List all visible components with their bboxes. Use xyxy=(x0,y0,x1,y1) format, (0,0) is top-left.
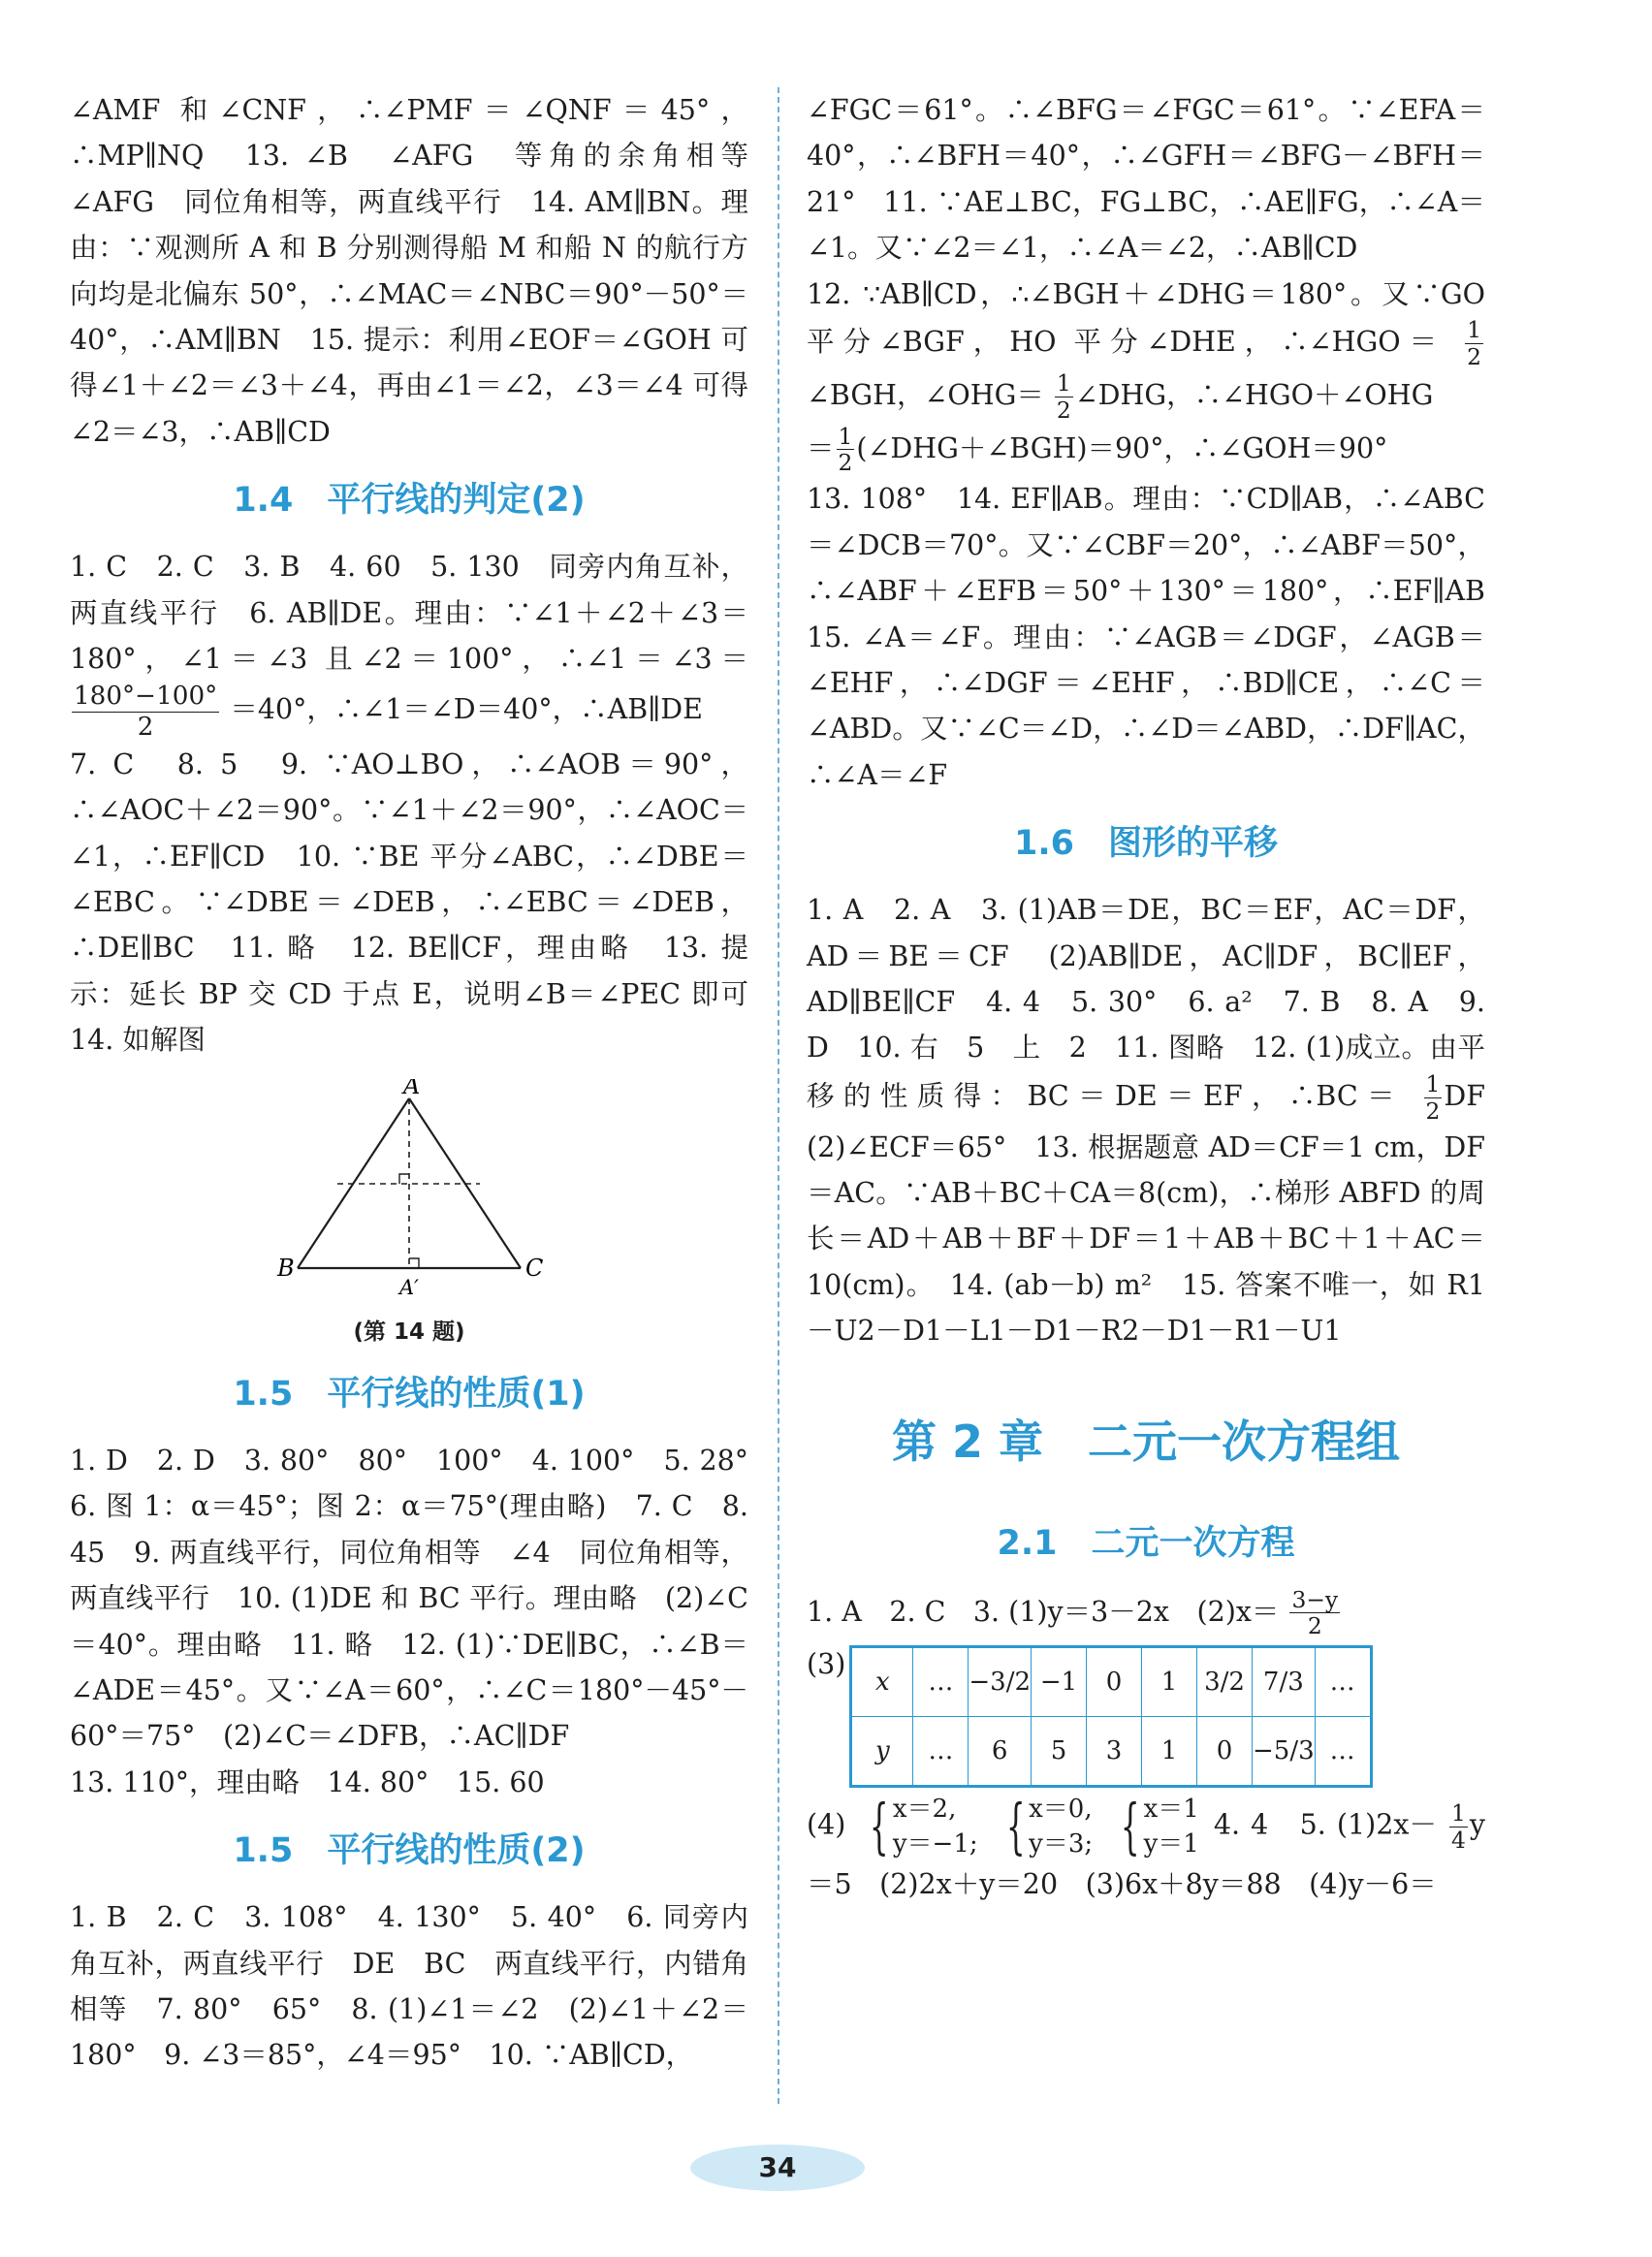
section-heading-1-4-2: 1.4 平行线的判定(2) xyxy=(233,481,586,521)
table-cell: 7/3 xyxy=(1253,1647,1316,1717)
fraction-half: $\frac{1}{2}$ xyxy=(1425,1069,1441,1125)
table-cell: 0 xyxy=(1197,1717,1253,1787)
answer-paragraph: ∠FGC＝61°。∴∠BFG＝∠FGC＝61°。∵∠EFA＝40°，∴∠BFH＝40°，∴∠GFH＝∠BFG－∠BFH＝21° 11. ∵AE⊥BC，FG⊥BC，∴AE∥FG，∴∠A＝∠1。又∵∠2＝∠1，∴∠A＝∠2，∴AB∥CD xyxy=(807,94,1485,265)
table-cell: 1 xyxy=(1142,1717,1197,1787)
answer-paragraph: 1. A 2. A 3. (1)AB＝DE，BC＝EF，AC＝DF，AD＝BE＝CF (2)AB∥DE，AC∥DF，BC∥EF，AD∥BE∥CF 4. 4 5. 30° 6. a² 7. B 8. A 9. D 10. 右 5 上 2 11. 图略 12. (1)成立。由平移的性质得：BC＝DE＝EF，∴BC＝ $\frac{1}{2}$ DF (2)∠ECF＝65° 13. 根据题意 AD＝CF＝1 cm，DF＝AC。∵AB＋BC＋CA＝8(cm)，∴梯形 ABFD 的周长＝AD＋AB＋BF＋DF＝1＋AB＋BC＋1＋AC＝10(cm)。 14. (ab－b) m² 15. 答案不唯一，如 R1－U2－D1－L1－D1－R2－D1－R1－U1 xyxy=(807,894,1513,1348)
fraction: $\frac{180^\circ-100^\circ}{2}$ xyxy=(74,682,218,742)
answer-paragraph: ∠AMF 和∠CNF，∴∠PMF＝∠QNF＝45°，∴MP∥NQ 13. ∠B ∠AFG 等角的余角相等 ∠AFG 同位角相等，两直线平行 14. AM∥BN。理由：∵观测所 A 和 B 分别测得船 M 和船 N 的航行方向均是北偏东 50°，∴∠MAC＝∠NBC＝90°－50°＝40°，∴AM∥BN 15. 提示：利用∠EOF＝∠GOH 可得∠1＋∠2＝∠3＋∠4，再由∠1＝∠2，∠3＝∠4 可得∠2＝∠3，∴AB∥CD xyxy=(70,94,777,448)
fraction-half: $\frac{1}{2}$ xyxy=(1467,316,1481,370)
table-cell: −5/3 xyxy=(1253,1717,1316,1787)
triangle-diagram xyxy=(273,1079,545,1302)
equation-system: { x＝2, y＝−1; xyxy=(870,1791,978,1862)
value-table-block xyxy=(807,1645,1485,1788)
table-cell: … xyxy=(913,1647,969,1717)
table-cell: −3/2 xyxy=(969,1647,1032,1717)
answer-paragraph: 7. C 8. 5 9. ∵AO⊥BO，∴∠AOB＝90°，∴∠AOC＋∠2＝90°。∵∠1＋∠2＝90°，∴∠AOC＝∠1，∴EF∥CD 10. ∵BE 平分∠ABC，∴∠DBE＝∠EBC。∵∠DBE＝∠DEB，∴∠EBC＝∠DEB，∴DE∥BC 11. 略 12. BE∥CF，理由略 13. 提示：延长 BP 交 CD 于点 E，说明∠B＝∠PEC 即可 14. 如解图 xyxy=(70,747,777,1057)
section-heading-1-6: 1.6 图形的平移 xyxy=(1013,824,1278,864)
answer-paragraph: 1. A 2. C 3. (1)y＝3－2x (2)x＝ $\frac{3-y}{2}$ xyxy=(807,1585,1339,1640)
table-label: (3) xyxy=(807,1648,846,1681)
column-divider xyxy=(778,87,779,2104)
table-cell: 3/2 xyxy=(1197,1647,1253,1717)
table-cell: … xyxy=(913,1717,969,1787)
table-cell: y xyxy=(851,1717,913,1787)
fraction-half: $\frac{1}{2}$ xyxy=(1056,368,1071,424)
table-cell: 5 xyxy=(1032,1717,1087,1787)
equation-system: { x＝0, y＝3; xyxy=(1005,1791,1094,1862)
figure-caption: (第 14 题) xyxy=(353,1319,465,1345)
triangle-figure xyxy=(70,1079,748,1349)
value-table xyxy=(849,1645,1372,1788)
label-a-prime: A′ xyxy=(399,1275,419,1299)
answer-paragraph: 1. C 2. C 3. B 4. 60 5. 130 同旁内角互补，两直线平行 6. AB∥DE。理由：∵∠1＋∠2＋∠3＝180°，∠1＝∠3 且∠2＝100°，∴∠1＝∠3＝ $\frac{180^\circ-100^\circ}{2}$ ＝40°，∴∠1＝∠D＝40°，∴AB∥DE xyxy=(70,551,748,742)
answer-paragraph: 13. 110°，理由略 14. 80° 15. 60 xyxy=(70,1765,545,1798)
table-cell: 6 xyxy=(969,1717,1032,1787)
section-heading-1-5-1: 1.5 平行线的性质(1) xyxy=(233,1375,586,1414)
table-cell: 1 xyxy=(1142,1647,1197,1717)
right-column xyxy=(807,87,1513,1908)
answer-paragraph: 12. ∵AB∥CD，∴∠BGH＋∠DHG＝180°。又∵GO 平分∠BGF，HO 平分∠DHE，∴∠HGO＝ $\frac{1}{2}$ ∠BGH，∠OHG＝ $\frac{1}{2}$ ∠DHG，∴∠HGO＋∠OHG ＝ $\frac{1}{2}$ (∠DHG＋∠BGH)＝90°，∴∠GOH＝90° xyxy=(807,277,1485,477)
table-cell: x xyxy=(851,1647,913,1717)
answer-paragraph: 1. B 2. C 3. 108° 4. 130° 5. 40° 6. 同旁内角互补，两直线平行 DE BC 两直线平行，内错角相等 7. 80° 65° 8. (1)∠1＝∠2 (2)∠1＋∠2＝180° 9. ∠3＝85°，∠4＝95° 10. ∵AB∥CD， xyxy=(70,1901,748,2072)
answer-paragraph: 13. 108° 14. EF∥AB。理由：∵CD∥AB，∴∠ABC＝∠DCB＝70°。又∵∠CBF＝20°，∴∠ABF＝50°，∴∠ABF＋∠EFB＝50°＋130°＝180°，∴EF∥AB 15. ∠A＝∠F。理由：∵∠AGB＝∠DGF，∠AGB＝∠EHF，∴∠DGF＝∠EHF，∴BD∥CE，∴∠C＝∠ABD。又∵∠C＝∠D，∴∠D＝∠ABD，∴DF∥AC，∴∠A＝∠F xyxy=(807,483,1513,791)
label-b: B xyxy=(277,1254,295,1282)
table-cell: … xyxy=(1315,1717,1371,1787)
table-cell: 0 xyxy=(1087,1647,1142,1717)
fraction-quarter: $\frac{1}{4}$ xyxy=(1451,1798,1466,1854)
right-angle-mark-bottom xyxy=(409,1258,419,1268)
right-angle-mark-top xyxy=(399,1174,409,1184)
chapter-title: 第 2 章 二元一次方程组 xyxy=(891,1415,1401,1468)
table-row-x xyxy=(851,1647,1371,1717)
fraction-x: $\frac{3-y}{2}$ xyxy=(1291,1585,1339,1640)
left-column xyxy=(70,87,777,2079)
section-heading-1-5-2: 1.5 平行线的性质(2) xyxy=(233,1831,586,1871)
table-cell: … xyxy=(1315,1647,1371,1717)
answer-paragraph: (4) { x＝2, y＝−1; { x＝0, y＝3; { x＝1 y＝1 4. 4 5. (1)2x－ $\frac{1}{4}$ y＝5 (2)2x＋y＝20 (3)6x＋8y＝88 (4)y－6＝ xyxy=(807,1791,1485,1901)
answer-paragraph: 1. D 2. D 3. 80° 80° 100° 4. 100° 5. 28° 6. 图 1：α＝45°；图 2：α＝75°(理由略) 7. C 8. 45 9. 两直线平行，同位角相等 ∠4 同位角相等，两直线平行 10. (1)DE 和 BC 平行。理由略 (2)∠C＝40°。理由略 11. 略 12. (1)∵DE∥BC，∴∠B＝∠ADE＝45°。又∵∠A＝60°，∴∠C＝180°－45°－60°＝75° (2)∠C＝∠DFB，∴AC∥DF xyxy=(70,1445,777,1753)
page-number: 34 xyxy=(690,2145,865,2191)
table-row-y xyxy=(851,1717,1371,1787)
section-heading-2-1: 2.1 二元一次方程 xyxy=(997,1523,1295,1563)
equation-system: { x＝1 y＝1 xyxy=(1121,1791,1199,1862)
fraction-half: $\frac{1}{2}$ xyxy=(838,422,853,477)
table-cell: 3 xyxy=(1087,1717,1142,1787)
label-c: C xyxy=(525,1254,544,1282)
table-cell: −1 xyxy=(1032,1647,1087,1717)
label-a: A xyxy=(403,1078,421,1099)
